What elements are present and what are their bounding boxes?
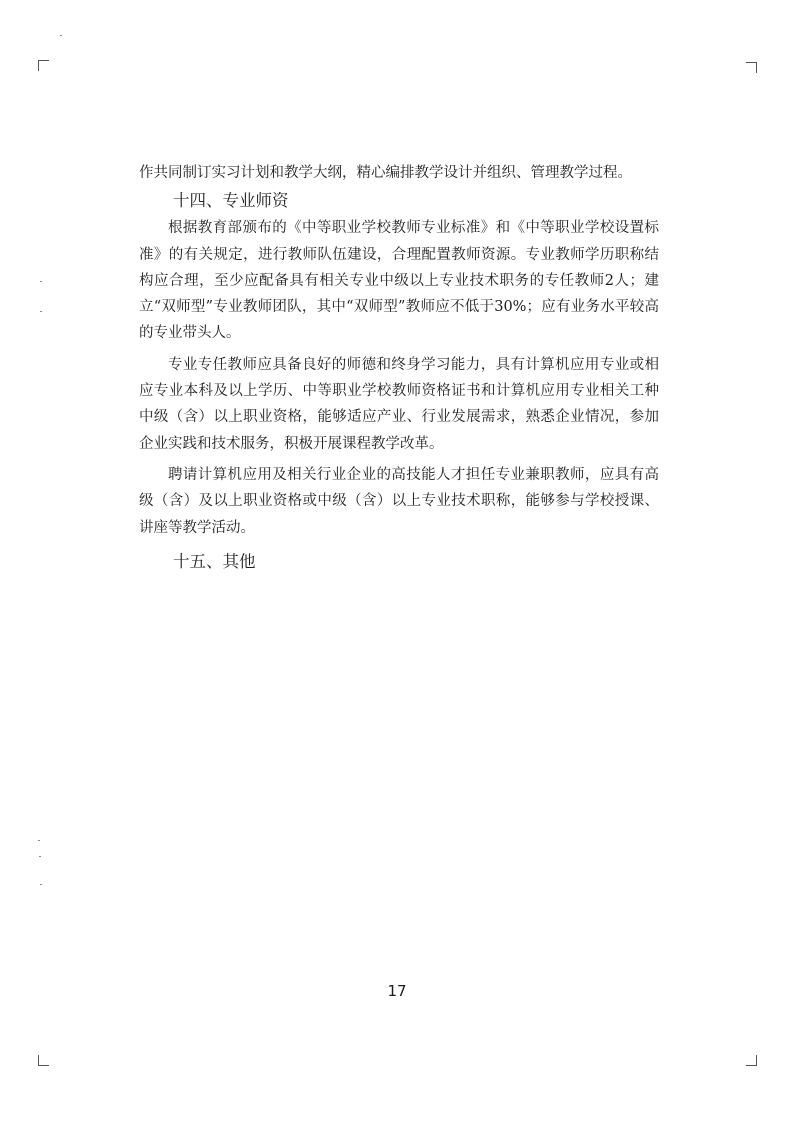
scan-speck [40, 281, 42, 282]
scan-speck [40, 884, 42, 885]
paragraph-parttime-teachers: 聘请计算机应用及相关行业企业的高技能人才担任专业兼职教师，应具有高级（含）及以上职业资格或中级（含）以上专业技术职称，能够参与学校授课、讲座等教学活动。 [139, 466, 659, 536]
scan-speck [39, 856, 41, 857]
section-heading-other: 十五、其他 [173, 551, 256, 571]
scan-speck [38, 840, 40, 841]
document-body [139, 160, 659, 576]
paragraph-faculty-structure: 根据教育部颁布的《中等职业学校教师专业标准》和《中等职业学校设置标准》的有关规定，进行教师队伍建设，合理配置教师资源。专业教师学历职称结构应合理，至少应配备具有相关专业中级以上专业技术职务的专任教师2人；建立“双师型”专业教师团队，其中“双师型”教师应不低于30%；应有业务水平较高的专业带头人。 [139, 220, 659, 342]
scan-speck [40, 311, 42, 312]
continued-paragraph: 作共同制订实习计划和教学大纲，精心编排教学设计并组织、管理教学过程。 [139, 165, 632, 181]
section-heading-faculty: 十四、专业师资 [173, 191, 289, 211]
scan-speck [60, 35, 62, 36]
paragraph-fulltime-teachers: 专业专任教师应具备良好的师德和终身学习能力，具有计算机应用专业或相应专业本科及以上学历、中等职业学校教师资格证书和计算机应用专业相关工种中级（含）以上职业资格，能够适应产业、行业发展需求，熟悉企业情况，参加企业实践和技术服务，积极开展课程教学改革。 [139, 356, 659, 452]
crop-mark-bottom-left [38, 1055, 49, 1066]
crop-mark-bottom-right [746, 1055, 757, 1066]
crop-mark-top-left [38, 60, 49, 71]
crop-mark-top-right [746, 62, 757, 73]
page-number: 17 [387, 982, 407, 1000]
